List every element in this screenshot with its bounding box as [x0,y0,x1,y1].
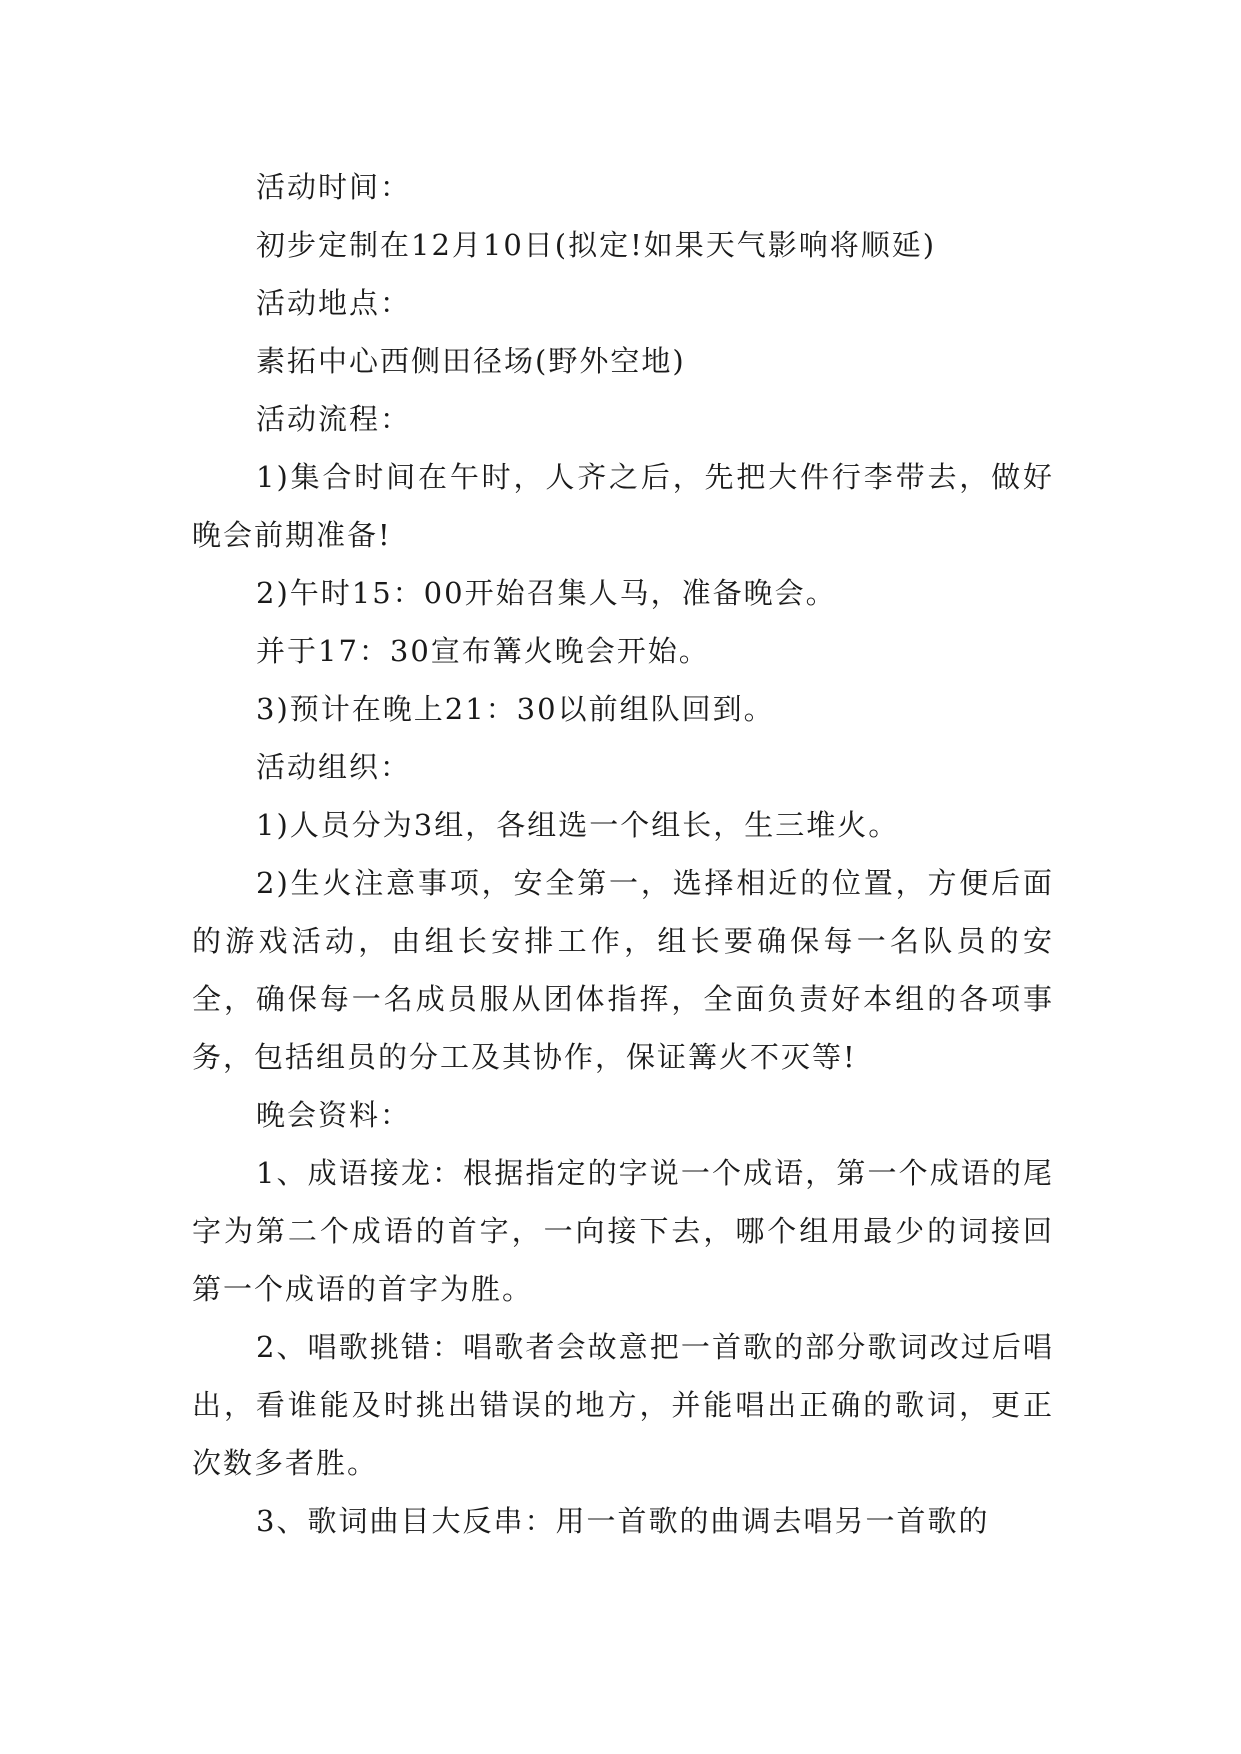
paragraph-activity-location-heading: 活动地点： [256,286,412,320]
paragraph-activity-time-heading: 活动时间： [256,170,412,204]
paragraph-process-step-3: 3)预计在晚上21：30以前组队回到。 [256,692,775,726]
paragraph-party-materials-heading: 晚会资料： [256,1098,412,1132]
paragraph-game-2: 2、唱歌挑错：唱歌者会故意把一首歌的部分歌词改过后唱出，看谁能及时挑出错误的地方，并能唱出正确的歌词，更正次数多者胜。 [192,1330,1054,1480]
paragraph-organization-2: 2)生火注意事项，安全第一，选择相近的位置，方便后面的游戏活动，由组长安排工作，组长要确保每一名队员的安全，确保每一名成员服从团体指挥，全面负责好本组的各项事务，包括组员的分工及其协作，保证篝火不灭等! [192,866,1054,1074]
paragraph-activity-organization-heading: 活动组织： [256,750,412,784]
paragraph-activity-time: 初步定制在12月10日(拟定!如果天气影响将顺延) [256,228,937,262]
paragraph-process-step-2: 2)午时15：00开始召集人马，准备晚会。 [256,576,837,610]
paragraph-game-3: 3、歌词曲目大反串：用一首歌的曲调去唱另一首歌的 [256,1504,990,1538]
paragraph-process-step-1: 1)集合时间在午时，人齐之后，先把大件行李带去，做好晚会前期准备! [192,460,1054,552]
paragraph-process-step-2b: 并于17：30宣布篝火晚会开始。 [256,634,710,668]
paragraph-game-1: 1、成语接龙：根据指定的字说一个成语，第一个成语的尾字为第二个成语的首字，一向接下去，哪个组用最少的词接回第一个成语的首字为胜。 [192,1156,1054,1306]
paragraph-organization-1: 1)人员分为3组，各组选一个组长，生三堆火。 [256,808,900,842]
paragraph-activity-location: 素拓中心西侧田径场(野外空地) [256,344,686,378]
document-body [192,158,1054,1550]
paragraph-activity-process-heading: 活动流程： [256,402,412,436]
